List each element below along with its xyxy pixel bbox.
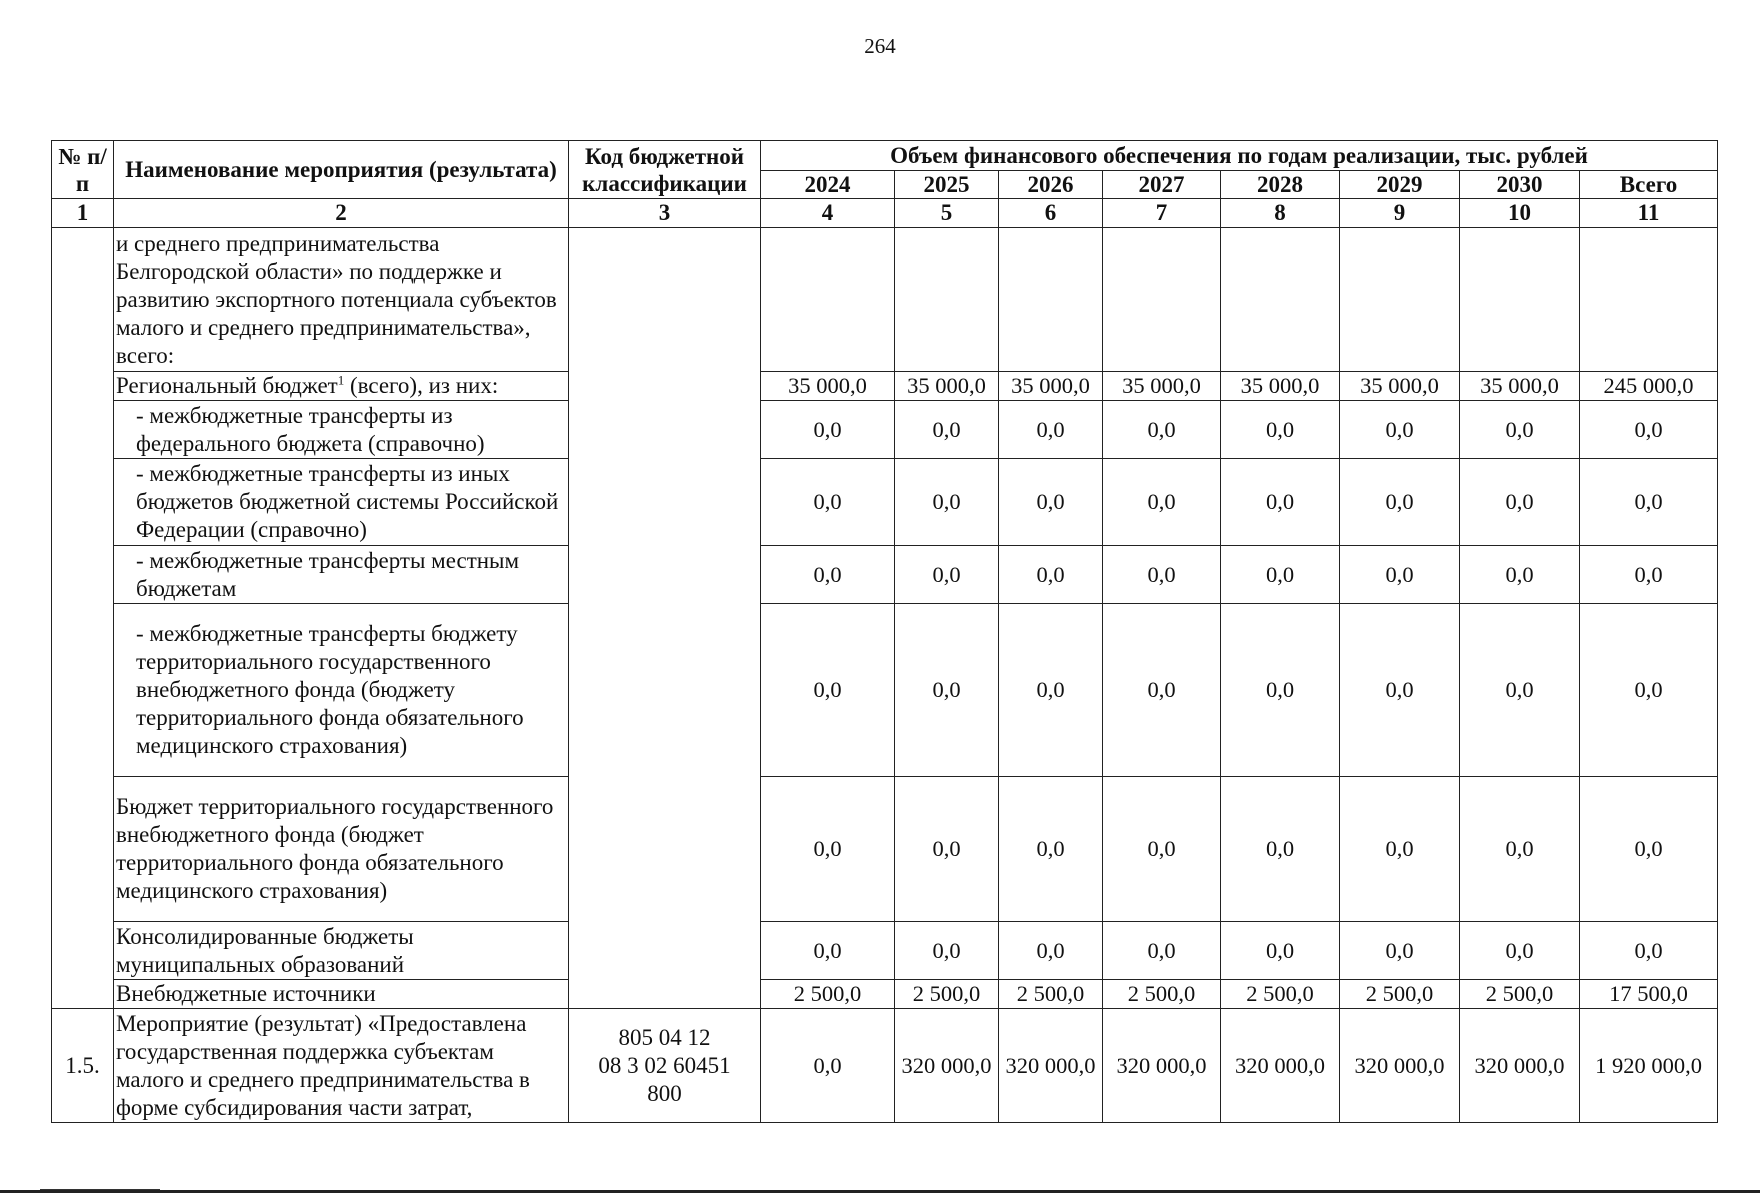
budget-source-cell: Бюджет территориального государственного внебюджетного фонда (бюджет территориального фонда обязательного медицинского страхования) [114,777,569,922]
column-number: 1 [52,199,114,228]
value-cell [761,228,895,372]
header-volume: Объем финансового обеспечения по годам реализации, тыс. рублей [761,141,1718,171]
value-cell: 2 500,0 [1221,980,1340,1009]
total-cell: 1 920 000,0 [1580,1009,1718,1123]
table-row [52,372,1718,401]
value-cell: 35 000,0 [999,372,1103,401]
value-cell: 0,0 [761,922,895,980]
value-cell: 0,0 [1221,546,1340,604]
value-cell: 0,0 [1340,604,1460,777]
value-cell [999,228,1103,372]
header-npp: № п/п [52,141,114,199]
value-cell: 0,0 [1103,546,1221,604]
value-cell: 35 000,0 [895,372,999,401]
table-row [52,546,1718,604]
value-cell: 35 000,0 [761,372,895,401]
value-cell: 0,0 [761,1009,895,1123]
value-cell: 35 000,0 [1340,372,1460,401]
budget-source-cell [114,372,569,401]
total-cell: 0,0 [1580,459,1718,546]
value-cell: 0,0 [1221,922,1340,980]
budget-code-line: 08 3 02 60451 [598,1052,731,1078]
table-row [52,604,1718,777]
value-cell: 0,0 [895,546,999,604]
value-cell: 0,0 [1340,401,1460,459]
value-cell: 2 500,0 [1103,980,1221,1009]
header-code: Код бюджетной классификации [569,141,761,199]
column-numbers-row [52,199,1718,228]
column-number: 11 [1580,199,1718,228]
value-cell: 320 000,0 [1103,1009,1221,1123]
column-number: 6 [999,199,1103,228]
event-name-cell: Мероприятие (результат) «Предоставлена государственная поддержка субъектам малого и среднего предпринимательства в форме субсидирования части затрат, [114,1009,569,1123]
total-cell: 0,0 [1580,922,1718,980]
column-number: 9 [1340,199,1460,228]
value-cell: 320 000,0 [1340,1009,1460,1123]
value-cell: 0,0 [999,777,1103,922]
budget-source-cell: - межбюджетные трансферты местным бюджетам [114,546,569,604]
value-cell: 0,0 [1103,604,1221,777]
value-cell: 0,0 [761,546,895,604]
value-cell: 0,0 [1460,777,1580,922]
budget-source-cell: Консолидированные бюджеты муниципальных образований [114,922,569,980]
value-cell: 0,0 [895,922,999,980]
value-cell: 0,0 [761,777,895,922]
budget-source-cell: - межбюджетные трансферты из иных бюджетов бюджетной системы Российской Федерации (справочно) [114,459,569,546]
header-year: 2030 [1460,171,1580,199]
value-cell: 0,0 [1221,401,1340,459]
value-cell: 0,0 [1460,459,1580,546]
value-cell: 35 000,0 [1221,372,1340,401]
value-cell: 0,0 [1340,459,1460,546]
value-cell: 0,0 [1103,777,1221,922]
total-cell: 0,0 [1580,401,1718,459]
value-cell: 0,0 [1460,401,1580,459]
value-cell: 35 000,0 [1103,372,1221,401]
header-total: Всего [1580,171,1718,199]
value-cell: 0,0 [999,922,1103,980]
value-cell [1460,228,1580,372]
value-cell: 0,0 [1103,459,1221,546]
budget-code-cell [569,228,761,1009]
header-year: 2028 [1221,171,1340,199]
budget-code-line: 800 [647,1080,682,1106]
value-cell: 2 500,0 [895,980,999,1009]
column-number: 8 [1221,199,1340,228]
value-cell: 2 500,0 [1460,980,1580,1009]
total-cell: 0,0 [1580,546,1718,604]
column-number: 3 [569,199,761,228]
value-cell: 0,0 [999,459,1103,546]
value-cell: 0,0 [1460,546,1580,604]
header-year: 2026 [999,171,1103,199]
value-cell: 0,0 [999,401,1103,459]
npp-cell [52,228,114,1009]
value-cell: 0,0 [895,401,999,459]
value-cell: 320 000,0 [1460,1009,1580,1123]
value-cell: 0,0 [1103,401,1221,459]
total-cell: 245 000,0 [1580,372,1718,401]
column-number: 4 [761,199,895,228]
column-number: 7 [1103,199,1221,228]
value-cell: 0,0 [761,604,895,777]
budget-code-cell [569,1009,761,1123]
total-cell [1580,228,1718,372]
table-row [52,922,1718,980]
value-cell [895,228,999,372]
budget-source-cell: - межбюджетные трансферты из федерального бюджета (справочно) [114,401,569,459]
bottom-rule [0,1190,1760,1193]
value-cell: 0,0 [1340,777,1460,922]
table-row [52,228,1718,372]
column-number: 10 [1460,199,1580,228]
table-row [52,459,1718,546]
value-cell: 0,0 [895,459,999,546]
value-cell: 0,0 [999,546,1103,604]
value-cell: 35 000,0 [1460,372,1580,401]
budget-table [51,140,1718,1123]
event-name-cell: и среднего предпринимательства Белгородской области» по поддержке и развитию экспортного потенциала субъектов малого и среднего предпринимательства», всего: [114,228,569,372]
column-number: 5 [895,199,999,228]
table-row [52,777,1718,922]
value-cell: 0,0 [1221,604,1340,777]
value-cell: 0,0 [999,604,1103,777]
header-year: 2029 [1340,171,1460,199]
table-row [52,1009,1718,1123]
header-year: 2027 [1103,171,1221,199]
value-cell: 0,0 [1103,922,1221,980]
value-cell: 0,0 [1460,604,1580,777]
value-cell: 0,0 [1221,777,1340,922]
header-year: 2024 [761,171,895,199]
value-cell: 0,0 [1340,922,1460,980]
header-year: 2025 [895,171,999,199]
table-row [52,401,1718,459]
value-cell [1103,228,1221,372]
value-cell: 0,0 [895,777,999,922]
budget-code-line: 805 04 12 [618,1024,711,1050]
value-cell: 0,0 [1340,546,1460,604]
value-cell [1221,228,1340,372]
value-cell: 0,0 [761,401,895,459]
budget-source-cell: - межбюджетные трансферты бюджету территориального государственного внебюджетного фонда (бюджету территориального фонда обязательного медицинского страхования) [114,604,569,777]
budget-source-cell: Внебюджетные источники [114,980,569,1009]
total-cell: 0,0 [1580,604,1718,777]
table-row [52,980,1718,1009]
column-number: 2 [114,199,569,228]
value-cell: 2 500,0 [761,980,895,1009]
value-cell: 320 000,0 [1221,1009,1340,1123]
value-cell: 0,0 [1221,459,1340,546]
header-name: Наименование мероприятия (результата) [114,141,569,199]
value-cell: 0,0 [1460,922,1580,980]
value-cell [1340,228,1460,372]
budget-source-suffix: (всего), из них: [344,373,499,398]
total-cell: 0,0 [1580,777,1718,922]
footnote-marker: 1 [337,372,345,388]
value-cell: 2 500,0 [999,980,1103,1009]
budget-source-label: Региональный бюджет [116,373,338,398]
value-cell: 0,0 [761,459,895,546]
value-cell: 0,0 [895,604,999,777]
value-cell: 320 000,0 [895,1009,999,1123]
total-cell: 17 500,0 [1580,980,1718,1009]
value-cell: 320 000,0 [999,1009,1103,1123]
page-number: 264 [864,34,896,58]
npp-cell: 1.5. [52,1009,114,1123]
value-cell: 2 500,0 [1340,980,1460,1009]
